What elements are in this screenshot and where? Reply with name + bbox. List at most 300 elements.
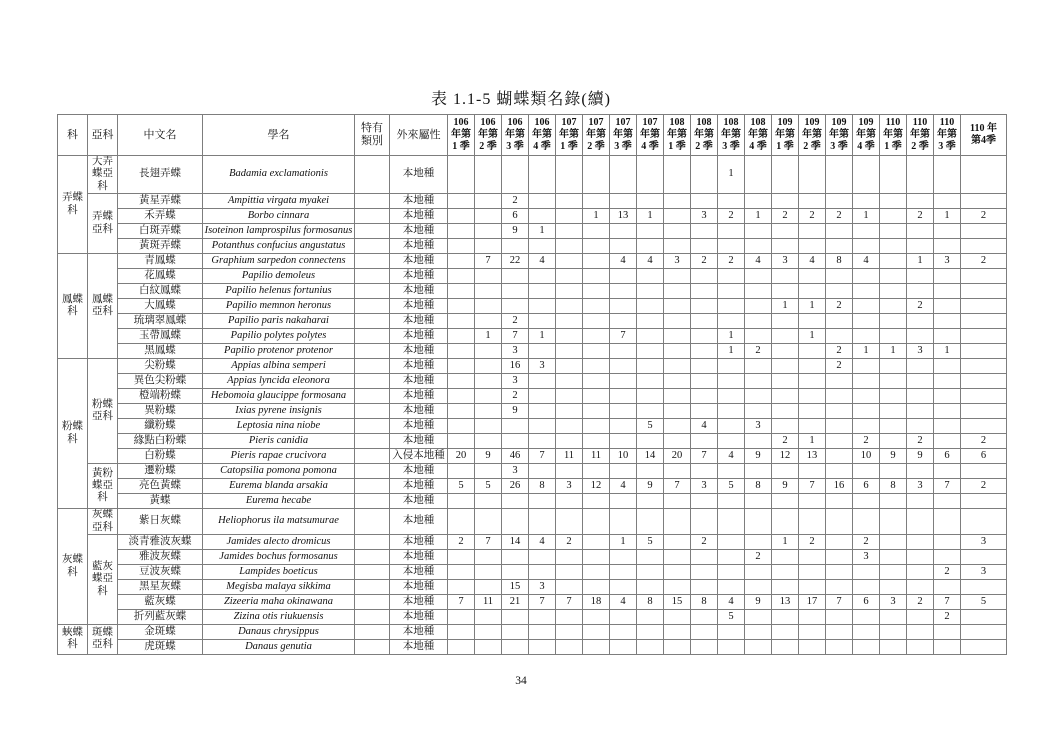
count-cell (475, 434, 502, 449)
count-cell: 1 (745, 209, 772, 224)
count-cell: 9 (745, 594, 772, 609)
count-cell (664, 494, 691, 509)
count-cell (475, 389, 502, 404)
column-header: 外來屬性 (390, 115, 448, 156)
count-cell (853, 464, 880, 479)
count-cell: 2 (907, 434, 934, 449)
count-cell: 2 (907, 594, 934, 609)
count-cell (583, 284, 610, 299)
count-cell: 2 (826, 299, 853, 314)
endemic-cell (355, 579, 390, 594)
quarter-header: 108 年第 2 季 (691, 115, 718, 156)
count-cell (610, 434, 637, 449)
count-cell: 18 (583, 594, 610, 609)
count-cell: 2 (961, 209, 1007, 224)
subfamily-cell: 大弄蝶亞科 (88, 156, 118, 194)
endemic-cell (355, 494, 390, 509)
chinese-name-cell: 玉帶鳳蝶 (118, 329, 203, 344)
family-cell: 蛺蝶科 (58, 624, 88, 654)
count-cell: 6 (853, 479, 880, 494)
origin-cell: 入侵本地種 (390, 449, 448, 464)
count-cell (826, 389, 853, 404)
count-cell (664, 389, 691, 404)
count-cell (961, 299, 1007, 314)
count-cell (880, 209, 907, 224)
count-cell (745, 224, 772, 239)
count-cell (880, 404, 907, 419)
count-cell (853, 284, 880, 299)
count-cell (502, 549, 529, 564)
count-cell: 2 (934, 609, 961, 624)
count-cell (907, 464, 934, 479)
count-cell (448, 639, 475, 654)
count-cell (664, 329, 691, 344)
species-row (58, 494, 1007, 509)
origin-cell: 本地種 (390, 269, 448, 284)
count-cell (745, 299, 772, 314)
count-cell (691, 284, 718, 299)
endemic-cell (355, 299, 390, 314)
count-cell (448, 404, 475, 419)
count-cell (961, 509, 1007, 535)
count-cell (745, 359, 772, 374)
count-cell (907, 419, 934, 434)
count-cell (961, 374, 1007, 389)
count-cell (961, 359, 1007, 374)
count-cell (961, 464, 1007, 479)
count-cell: 8 (826, 254, 853, 269)
count-cell (826, 374, 853, 389)
count-cell (610, 579, 637, 594)
scientific-name-cell: Pieris canidia (203, 434, 355, 449)
count-cell (637, 389, 664, 404)
count-cell (799, 609, 826, 624)
count-cell (610, 224, 637, 239)
count-cell: 2 (502, 194, 529, 209)
count-cell (799, 344, 826, 359)
count-cell (637, 464, 664, 479)
scientific-name-cell: Papilio polytes polytes (203, 329, 355, 344)
scientific-name-cell: Eurema hecabe (203, 494, 355, 509)
origin-cell: 本地種 (390, 494, 448, 509)
count-cell (961, 194, 1007, 209)
count-cell: 3 (529, 579, 556, 594)
count-cell (637, 494, 664, 509)
count-cell (556, 549, 583, 564)
count-cell (880, 329, 907, 344)
chinese-name-cell: 異粉蝶 (118, 404, 203, 419)
origin-cell: 本地種 (390, 624, 448, 639)
chinese-name-cell: 雅波灰蝶 (118, 549, 203, 564)
count-cell (826, 449, 853, 464)
count-cell (610, 284, 637, 299)
count-cell: 4 (610, 254, 637, 269)
count-cell: 3 (853, 549, 880, 564)
count-cell (934, 194, 961, 209)
count-cell (691, 549, 718, 564)
species-row (58, 156, 1007, 194)
count-cell: 4 (799, 254, 826, 269)
count-cell: 1 (799, 299, 826, 314)
count-cell: 1 (529, 224, 556, 239)
count-cell (475, 284, 502, 299)
origin-cell: 本地種 (390, 299, 448, 314)
count-cell (799, 269, 826, 284)
count-cell (907, 314, 934, 329)
count-cell (664, 284, 691, 299)
count-cell (934, 434, 961, 449)
origin-cell: 本地種 (390, 534, 448, 549)
count-cell (637, 404, 664, 419)
count-cell: 2 (907, 299, 934, 314)
count-cell (718, 419, 745, 434)
count-cell (691, 269, 718, 284)
count-cell: 1 (853, 344, 880, 359)
count-cell (826, 404, 853, 419)
quarter-header: 107 年第 4 季 (637, 115, 664, 156)
origin-cell: 本地種 (390, 344, 448, 359)
count-cell (556, 299, 583, 314)
count-cell (691, 344, 718, 359)
count-cell (529, 156, 556, 194)
count-cell (691, 404, 718, 419)
count-cell: 9 (880, 449, 907, 464)
count-cell (637, 314, 664, 329)
count-cell: 7 (664, 479, 691, 494)
count-cell: 2 (826, 359, 853, 374)
count-cell (448, 389, 475, 404)
count-cell (583, 269, 610, 284)
count-cell: 9 (907, 449, 934, 464)
chinese-name-cell: 折列藍灰蝶 (118, 609, 203, 624)
scientific-name-cell: Papilio memnon heronus (203, 299, 355, 314)
count-cell (853, 329, 880, 344)
count-cell: 1 (799, 434, 826, 449)
count-cell (583, 494, 610, 509)
scientific-name-cell: Badamia exclamationis (203, 156, 355, 194)
count-cell (664, 239, 691, 254)
count-cell: 17 (799, 594, 826, 609)
scientific-name-cell: Graphium sarpedon connectens (203, 254, 355, 269)
count-cell (853, 419, 880, 434)
count-cell (664, 434, 691, 449)
count-cell (610, 609, 637, 624)
count-cell (691, 224, 718, 239)
count-cell (853, 359, 880, 374)
count-cell (745, 624, 772, 639)
count-cell: 1 (718, 329, 745, 344)
count-cell (502, 299, 529, 314)
count-cell (934, 374, 961, 389)
count-cell (907, 549, 934, 564)
count-cell (799, 194, 826, 209)
count-cell (475, 359, 502, 374)
count-cell (475, 344, 502, 359)
count-cell (745, 314, 772, 329)
scientific-name-cell: Lampides boeticus (203, 564, 355, 579)
count-cell (637, 344, 664, 359)
origin-cell: 本地種 (390, 254, 448, 269)
count-cell (853, 194, 880, 209)
count-cell (745, 564, 772, 579)
count-cell: 20 (448, 449, 475, 464)
count-cell (556, 374, 583, 389)
count-cell (853, 404, 880, 419)
chinese-name-cell: 花鳳蝶 (118, 269, 203, 284)
count-cell (583, 404, 610, 419)
count-cell: 2 (448, 534, 475, 549)
endemic-cell (355, 359, 390, 374)
count-cell (502, 269, 529, 284)
count-cell (691, 374, 718, 389)
count-cell (529, 194, 556, 209)
count-cell (664, 299, 691, 314)
count-cell: 3 (556, 479, 583, 494)
endemic-cell (355, 194, 390, 209)
count-cell (745, 329, 772, 344)
count-cell (610, 404, 637, 419)
count-cell (610, 374, 637, 389)
count-cell (718, 579, 745, 594)
count-cell (529, 404, 556, 419)
count-cell (799, 549, 826, 564)
count-cell (799, 564, 826, 579)
count-cell (637, 639, 664, 654)
count-cell (610, 344, 637, 359)
count-cell (934, 329, 961, 344)
count-cell (502, 419, 529, 434)
count-cell (475, 419, 502, 434)
scientific-name-cell: Papilio protenor protenor (203, 344, 355, 359)
count-cell (961, 549, 1007, 564)
count-cell (583, 374, 610, 389)
count-cell (556, 254, 583, 269)
count-cell (961, 404, 1007, 419)
count-cell (556, 404, 583, 419)
scientific-name-cell: Pieris rapae crucivora (203, 449, 355, 464)
count-cell: 7 (934, 479, 961, 494)
count-cell (718, 494, 745, 509)
count-cell: 3 (529, 359, 556, 374)
count-cell (691, 314, 718, 329)
count-cell (610, 359, 637, 374)
family-cell: 鳳蝶科 (58, 254, 88, 359)
species-row (58, 284, 1007, 299)
count-cell (772, 329, 799, 344)
species-row (58, 639, 1007, 654)
scientific-name-cell: Hebomoia glaucippe formosana (203, 389, 355, 404)
count-cell: 3 (745, 419, 772, 434)
count-cell: 11 (475, 594, 502, 609)
count-cell: 2 (691, 534, 718, 549)
count-cell (448, 494, 475, 509)
count-cell (610, 564, 637, 579)
count-cell: 1 (853, 209, 880, 224)
count-cell (961, 269, 1007, 284)
count-cell (475, 549, 502, 564)
count-cell (556, 624, 583, 639)
count-cell (502, 284, 529, 299)
species-row (58, 624, 1007, 639)
count-cell: 1 (637, 209, 664, 224)
species-row (58, 269, 1007, 284)
count-cell (826, 269, 853, 284)
count-cell (664, 224, 691, 239)
chinese-name-cell: 橙端粉蝶 (118, 389, 203, 404)
count-cell (772, 156, 799, 194)
count-cell (745, 609, 772, 624)
family-cell: 弄蝶科 (58, 156, 88, 254)
count-cell (529, 209, 556, 224)
scientific-name-cell: Papilio paris nakaharai (203, 314, 355, 329)
count-cell (637, 329, 664, 344)
count-cell (529, 494, 556, 509)
origin-cell: 本地種 (390, 419, 448, 434)
count-cell (745, 374, 772, 389)
count-cell: 9 (772, 479, 799, 494)
count-cell (502, 434, 529, 449)
scientific-name-cell: Jamides alecto dromicus (203, 534, 355, 549)
count-cell (853, 579, 880, 594)
count-cell (475, 624, 502, 639)
count-cell (718, 564, 745, 579)
count-cell (529, 344, 556, 359)
count-cell (934, 624, 961, 639)
count-cell (745, 284, 772, 299)
count-cell: 9 (745, 449, 772, 464)
count-cell: 5 (718, 479, 745, 494)
count-cell: 7 (475, 534, 502, 549)
count-cell: 7 (529, 594, 556, 609)
count-cell (826, 639, 853, 654)
count-cell: 8 (637, 594, 664, 609)
count-cell (799, 624, 826, 639)
count-cell (529, 389, 556, 404)
count-cell: 14 (502, 534, 529, 549)
count-cell (934, 639, 961, 654)
count-cell: 1 (772, 534, 799, 549)
family-cell: 灰蝶科 (58, 509, 88, 625)
count-cell (556, 579, 583, 594)
count-cell (718, 389, 745, 404)
count-cell (853, 269, 880, 284)
quarter-header: 107 年第 1 季 (556, 115, 583, 156)
scientific-name-cell: Papilio helenus fortunius (203, 284, 355, 299)
count-cell (907, 194, 934, 209)
count-cell (610, 314, 637, 329)
count-cell: 46 (502, 449, 529, 464)
count-cell (691, 359, 718, 374)
count-cell: 9 (637, 479, 664, 494)
count-cell (745, 494, 772, 509)
species-row (58, 194, 1007, 209)
scientific-name-cell: Borbo cinnara (203, 209, 355, 224)
count-cell (583, 194, 610, 209)
count-cell (664, 509, 691, 535)
count-cell (475, 299, 502, 314)
count-cell (961, 624, 1007, 639)
count-cell: 4 (853, 254, 880, 269)
chinese-name-cell: 虎斑蝶 (118, 639, 203, 654)
count-cell (772, 509, 799, 535)
count-cell (475, 209, 502, 224)
quarter-header: 106 年第 3 季 (502, 115, 529, 156)
count-cell (934, 269, 961, 284)
scientific-name-cell: Danaus chrysippus (203, 624, 355, 639)
count-cell: 11 (556, 449, 583, 464)
count-cell (745, 639, 772, 654)
count-cell: 3 (961, 564, 1007, 579)
count-cell (853, 639, 880, 654)
count-cell: 6 (934, 449, 961, 464)
count-cell (907, 329, 934, 344)
species-row (58, 464, 1007, 479)
count-cell (826, 609, 853, 624)
count-cell (799, 509, 826, 535)
count-cell (907, 224, 934, 239)
count-cell (475, 269, 502, 284)
count-cell: 10 (610, 449, 637, 464)
count-cell (880, 564, 907, 579)
endemic-cell (355, 404, 390, 419)
count-cell (637, 224, 664, 239)
species-row (58, 509, 1007, 535)
column-header: 學名 (203, 115, 355, 156)
chinese-name-cell: 尖粉蝶 (118, 359, 203, 374)
count-cell (718, 509, 745, 535)
count-cell (934, 389, 961, 404)
count-cell: 21 (502, 594, 529, 609)
count-cell (934, 404, 961, 419)
quarter-header: 108 年第 3 季 (718, 115, 745, 156)
scientific-name-cell: Zizina otis riukuensis (203, 609, 355, 624)
count-cell (853, 609, 880, 624)
chinese-name-cell: 黃斑弄蝶 (118, 239, 203, 254)
family-cell: 粉蝶科 (58, 359, 88, 509)
count-cell: 20 (664, 449, 691, 464)
count-cell (502, 609, 529, 624)
count-cell (610, 389, 637, 404)
count-cell (772, 284, 799, 299)
count-cell (475, 194, 502, 209)
species-row (58, 239, 1007, 254)
count-cell (583, 509, 610, 535)
count-cell: 1 (907, 254, 934, 269)
count-cell (583, 564, 610, 579)
count-cell: 10 (853, 449, 880, 464)
count-cell (718, 374, 745, 389)
count-cell (691, 624, 718, 639)
count-cell: 14 (637, 449, 664, 464)
species-row (58, 344, 1007, 359)
count-cell (475, 609, 502, 624)
count-cell (448, 609, 475, 624)
quarter-header: 107 年第 2 季 (583, 115, 610, 156)
count-cell: 3 (934, 254, 961, 269)
count-cell (880, 314, 907, 329)
count-cell (907, 564, 934, 579)
count-cell: 5 (637, 419, 664, 434)
chinese-name-cell: 異色尖粉蝶 (118, 374, 203, 389)
count-cell (718, 239, 745, 254)
count-cell: 2 (718, 209, 745, 224)
count-cell (745, 579, 772, 594)
chinese-name-cell: 遷粉蝶 (118, 464, 203, 479)
count-cell (772, 624, 799, 639)
count-cell (637, 564, 664, 579)
count-cell (448, 549, 475, 564)
quarter-header: 109 年第 2 季 (799, 115, 826, 156)
